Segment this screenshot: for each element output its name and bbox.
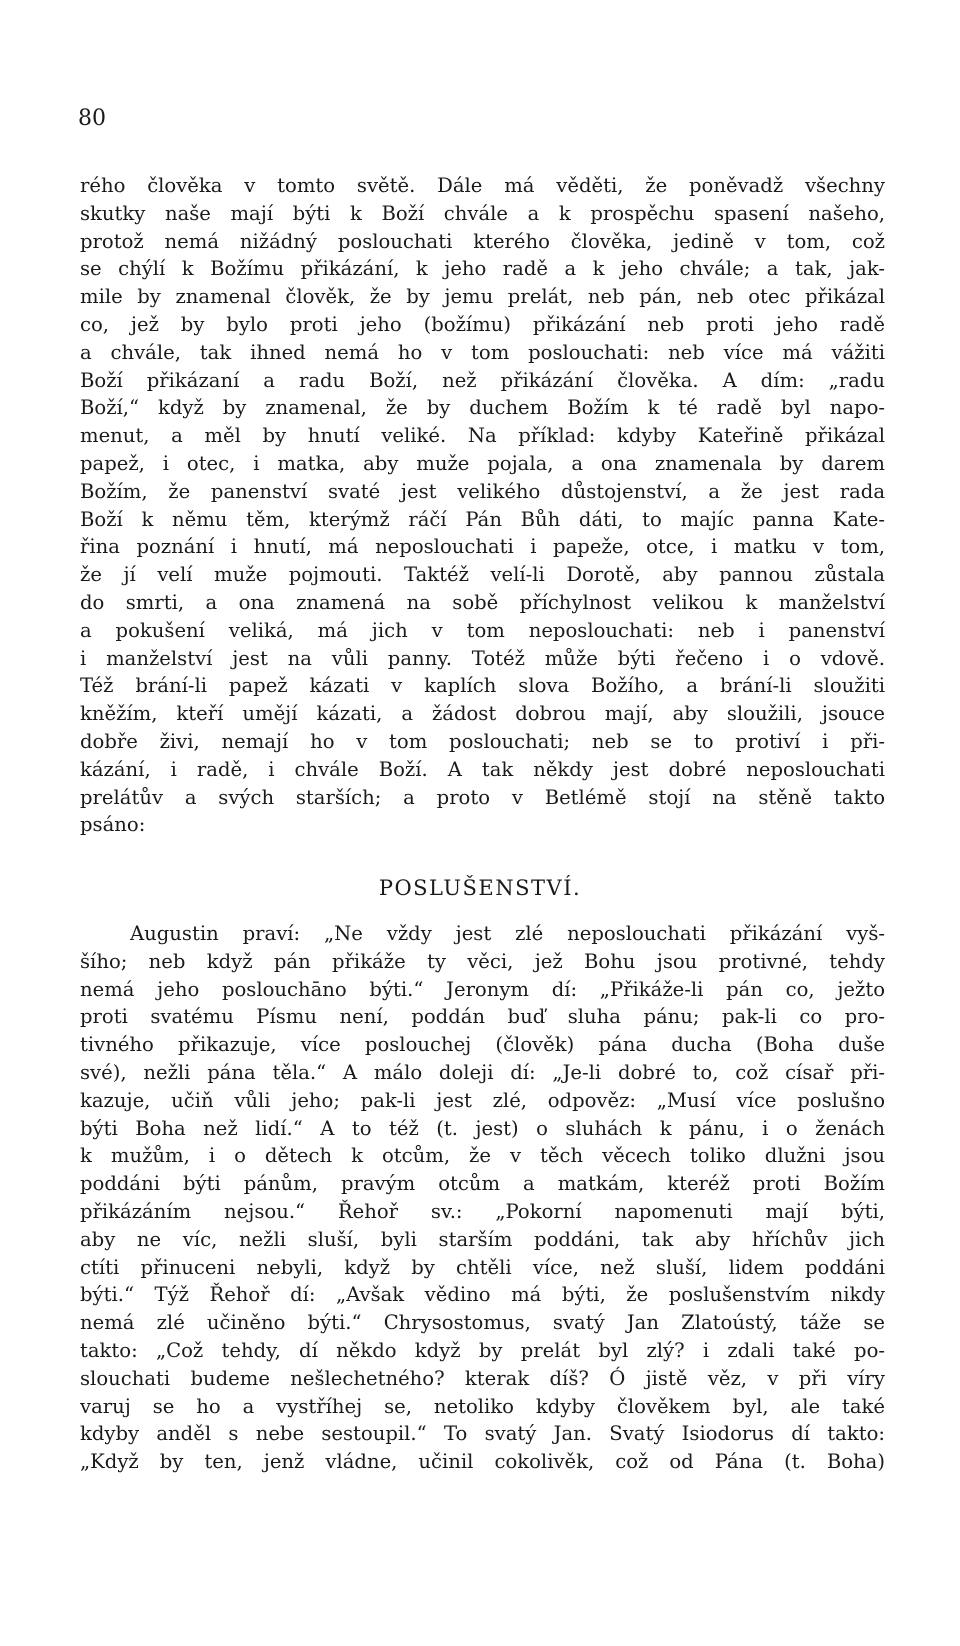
text-line: šího; neb když pán přikáže ty věci, jež Bohu jsou protivné, tehdy [80, 949, 885, 973]
text-line: Božím, že panenství svaté jest velikého důstojenství, a že jest rada [80, 479, 885, 503]
text-line: a chvále, tak ihned nemá ho v tom poslouchati: neb více má vážiti [80, 340, 885, 364]
text-line: býti Boha než lidí.“ A to též (t. jest) o sluhách k pánu, i o ženách [80, 1116, 885, 1140]
text-line: kazuje, učiň vůli jeho; pak-li jest zlé, odpověz: „Musí více poslušno [80, 1088, 885, 1112]
text-line: protož nemá nižádný poslouchati kterého člověka, jedině v tom, což [80, 229, 885, 253]
text-line: proti svatému Písmu není, poddán buď sluha pánu; pak-li co pro- [80, 1005, 885, 1029]
text-line: poddáni býti pánům, pravým otcům a matkám, kteréž proti Božím [80, 1172, 885, 1196]
text-line: skutky naše mají býti k Boží chvále a k prospěchu spasení našeho, [80, 201, 885, 225]
text-line: své), nežli pána těla.“ A málo doleji dí: „Je-li dobré to, což císař při- [80, 1060, 885, 1084]
text-line: do smrti, a ona znamená na sobě příchylnost velikou k manželství [80, 590, 885, 614]
text-line: Boží přikázaní a radu Boží, než přikázání člověka. A dím: „radu [80, 368, 885, 392]
text-line: kdyby anděl s nebe sestoupil.“ To svatý Jan. Svatý Isiodorus dí takto: [80, 1422, 885, 1446]
text-line: rého člověka v tomto světě. Dále má věděti, že poněvadž všechny [80, 174, 885, 197]
text-line: kněžím, kteří umějí kázati, a žádost dobrou mají, aby sloužili, jsouce [80, 702, 885, 726]
text-line: tivného přikazuje, více posloucheј (člověk) pána ducha (Boha duše [80, 1033, 885, 1057]
text-line: Též brání-li papež kázati v kaplích slova Božího, a brání-li sloužiti [80, 674, 885, 698]
text-line: prelátův a svých starších; a proto v Betlémě stojí na stěně takto [80, 785, 885, 809]
text-line: takto: „Což tehdy, dí někdo když by prelát byl zlý? i zdali také po- [80, 1338, 885, 1362]
text-line: řina poznání i hnutí, má neposlouchati i papeže, otce, i matku v tom, [80, 535, 885, 559]
text-line: se chýlí k Božímu přikázání, k jeho radě a k jeho chvále; a tak, jak- [80, 257, 885, 281]
text-line: papež, i otec, i matka, aby muže pojala, a ona znamenala by darem [80, 451, 885, 475]
text-line: Boží k němu těm, kterýmž ráčí Pán Bůh dáti, to majíc panna Kate- [80, 507, 885, 531]
text-line: menut, a měl by hnutí veliké. Na příklad: kdyby Kateřině přikázal [80, 424, 885, 448]
text-line: co, jež by bylo proti jeho (božímu) přikázání neb proti jeho radě [80, 312, 885, 336]
section-heading: POSLUŠENSTVÍ. [378, 876, 582, 900]
text-block-1 [80, 172, 885, 839]
text-line: kázání, i radě, i chvále Boží. A tak někdy jest dobré neposlouchati [80, 757, 885, 781]
text-line: býti.“ Týž Řehoř dí: „Avšak vědino má býti, že poslušenstvím nikdy [80, 1283, 885, 1307]
text-line: a pokušení veliká, má jich v tom neposlouchati: neb i panenství [80, 618, 885, 642]
text-line: slouchati budeme nešlechetného? kterak díš? Ó jistě věz, v při víry [80, 1366, 885, 1390]
text-line: přikázáním nejsou.“ Řehoř sv.: „Pokorní napomenuti mají býti, [80, 1199, 885, 1223]
text-line: ctíti přinuceni nebyli, když by chtěli více, než sluší, lidem poddáni [80, 1255, 885, 1279]
text-line: Augustin praví: „Ne vždy jest zlé neposlouchati přikázání vyš- [130, 922, 885, 945]
text-line: varuj se ho a vystříhej se, netoliko kdyby člověkem byl, ale také [80, 1394, 885, 1418]
text-line: mile by znamenal člověk, že by jemu prelát, neb pán, neb otec přikázal [80, 285, 885, 309]
text-line: nemá jeho poslouchāno býti.“ Jeronym dí: „Přikáže-li pán co, ježto [80, 977, 885, 1001]
text-line: že jí velí muže pojmouti. Taktéž velí-li Dorotě, aby pannou zůstala [80, 563, 885, 587]
text-line: dobře živi, nemají ho v tom poslouchati; neb se to protiví i při- [80, 729, 885, 753]
text-line: i manželství jest na vůli panny. Totéž může býti řečeno i o vdově. [80, 646, 885, 670]
text-line: „Když by ten, jenž vládne, učinil cokolivěk, což od Pána (t. Boha) [80, 1450, 885, 1474]
text-line: psáno: [80, 813, 146, 837]
page-number: 80 [78, 106, 106, 131]
text-line: aby ne víc, nežli sluší, byli starším poddáni, tak aby hříchův jich [80, 1227, 885, 1251]
text-line: k mužům, i o dětech k otcům, že v těch věcech toliko dlužni jsou [80, 1144, 885, 1168]
text-line: Boží,“ když by znamenal, že by duchem Božím k té radě byl napo- [80, 396, 885, 420]
text-block-2 [80, 920, 885, 1476]
text-line: nemá zlé učiněno býti.“ Chrysostomus, svatý Jan Zlatoústý, táže se [80, 1311, 885, 1335]
